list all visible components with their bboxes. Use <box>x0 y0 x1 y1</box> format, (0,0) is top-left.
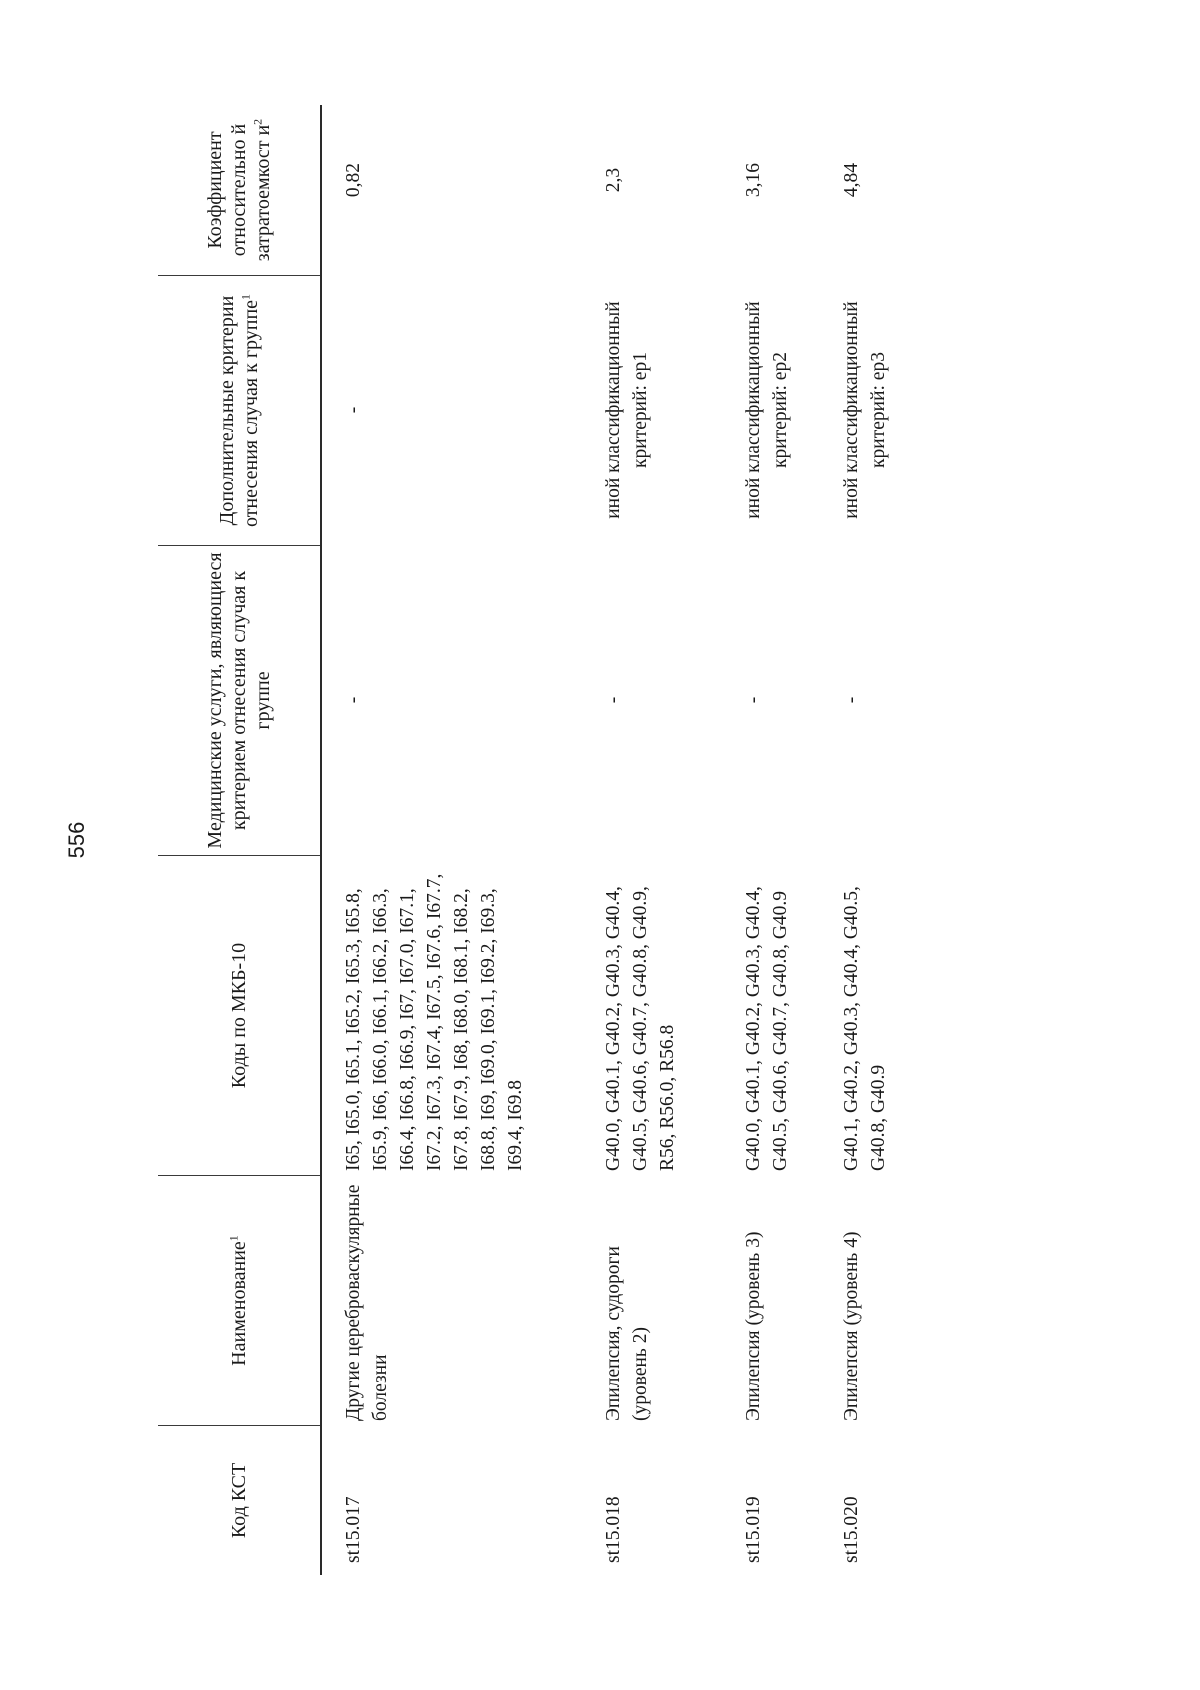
header-icd <box>158 855 320 1175</box>
header-coefficient <box>158 105 320 275</box>
cell-criteria: иной классификационный критерий: ep1 <box>603 301 651 519</box>
table-row <box>322 105 592 1575</box>
cell-code: st15.019 <box>743 1496 764 1563</box>
header-icd-text: Коды по МКБ-10 <box>228 942 250 1089</box>
header-coefficient-label: Коэффициент относительно й затратоемкост и <box>204 123 274 262</box>
cell-code: st15.018 <box>603 1496 624 1563</box>
table-row <box>732 105 830 1575</box>
table-row <box>592 105 732 1575</box>
cell-services: - <box>841 696 862 704</box>
header-code <box>158 1425 320 1575</box>
cell-name: Эпилепсия, судороги (уровень 2) <box>603 1246 651 1421</box>
table-row <box>830 105 950 1575</box>
cell-coefficient: 4,84 <box>841 162 862 198</box>
cell-icd-codes: G40.0, G40.1, G40.2, G40.3, G40.4, G40.5, G40.6, G40.7, G40.8, G40.9 <box>743 886 791 1171</box>
header-services <box>158 545 320 855</box>
table-header-row <box>158 105 322 1575</box>
cell-code: st15.017 <box>343 1496 364 1563</box>
cell-icd-codes: G40.1, G40.2, G40.3, G40.4, G40.5, G40.8, G40.9 <box>841 886 889 1171</box>
header-coefficient-text <box>203 111 275 269</box>
cell-criteria: иной классификационный критерий: ep3 <box>841 301 889 519</box>
header-name <box>158 1175 320 1425</box>
cell-coefficient: 2,3 <box>603 167 624 193</box>
page-number: 556 <box>64 821 89 859</box>
cell-criteria: - <box>343 406 364 414</box>
header-coefficient-footnote: 2 <box>250 118 265 125</box>
cell-code: st15.020 <box>841 1496 862 1563</box>
cell-coefficient: 0,82 <box>343 162 364 198</box>
header-services-text: Медицинские услуги, являющиеся критерием отнесения случая к группе <box>204 552 274 849</box>
cell-name: Другие цереброваскулярные болезни <box>343 1184 391 1421</box>
header-criteria-text <box>215 282 263 539</box>
cell-services: - <box>343 696 364 704</box>
cell-icd-codes: G40.0, G40.1, G40.2, G40.3, G40.4, G40.5, G40.6, G40.7, G40.8, G40.9, R56, R56.0, R56.8 <box>603 886 678 1171</box>
header-name-label: Наименование <box>228 1241 250 1366</box>
header-name-footnote: 1 <box>226 1235 241 1242</box>
header-criteria-label: Дополнительные критерии отнесения случая к группе <box>216 295 262 528</box>
cell-name: Эпилепсия (уровень 4) <box>841 1231 862 1421</box>
cell-criteria: иной классификационный критерий: ep2 <box>743 301 791 519</box>
cell-name: Эпилепсия (уровень 3) <box>743 1231 764 1421</box>
cell-coefficient: 3,16 <box>743 162 764 198</box>
cell-icd-codes: I65, I65.0, I65.1, I65.2, I65.3, I65.8, I65.9, I66, I66.0, I66.1, I66.2, I66.3, I66.4, I66.8, I66.9, I67, I67.0, I67.1, I67.2, I67.3, I67.4, I67.5, I67.6, I67.7, I67.8, I67.9, I68, I68.0, I68.1, I68.2, I68.8, I69, I69.0, I69.1, I69.2, I69.3, I69.4, I69.8 <box>343 873 526 1171</box>
header-code-text: Код КСТ <box>228 1462 250 1539</box>
ksg-table <box>158 105 950 1575</box>
header-name-text <box>227 1235 251 1366</box>
cell-services: - <box>743 696 764 704</box>
cell-services: - <box>603 696 624 704</box>
header-criteria-footnote: 1 <box>238 293 253 300</box>
header-criteria <box>158 275 320 545</box>
